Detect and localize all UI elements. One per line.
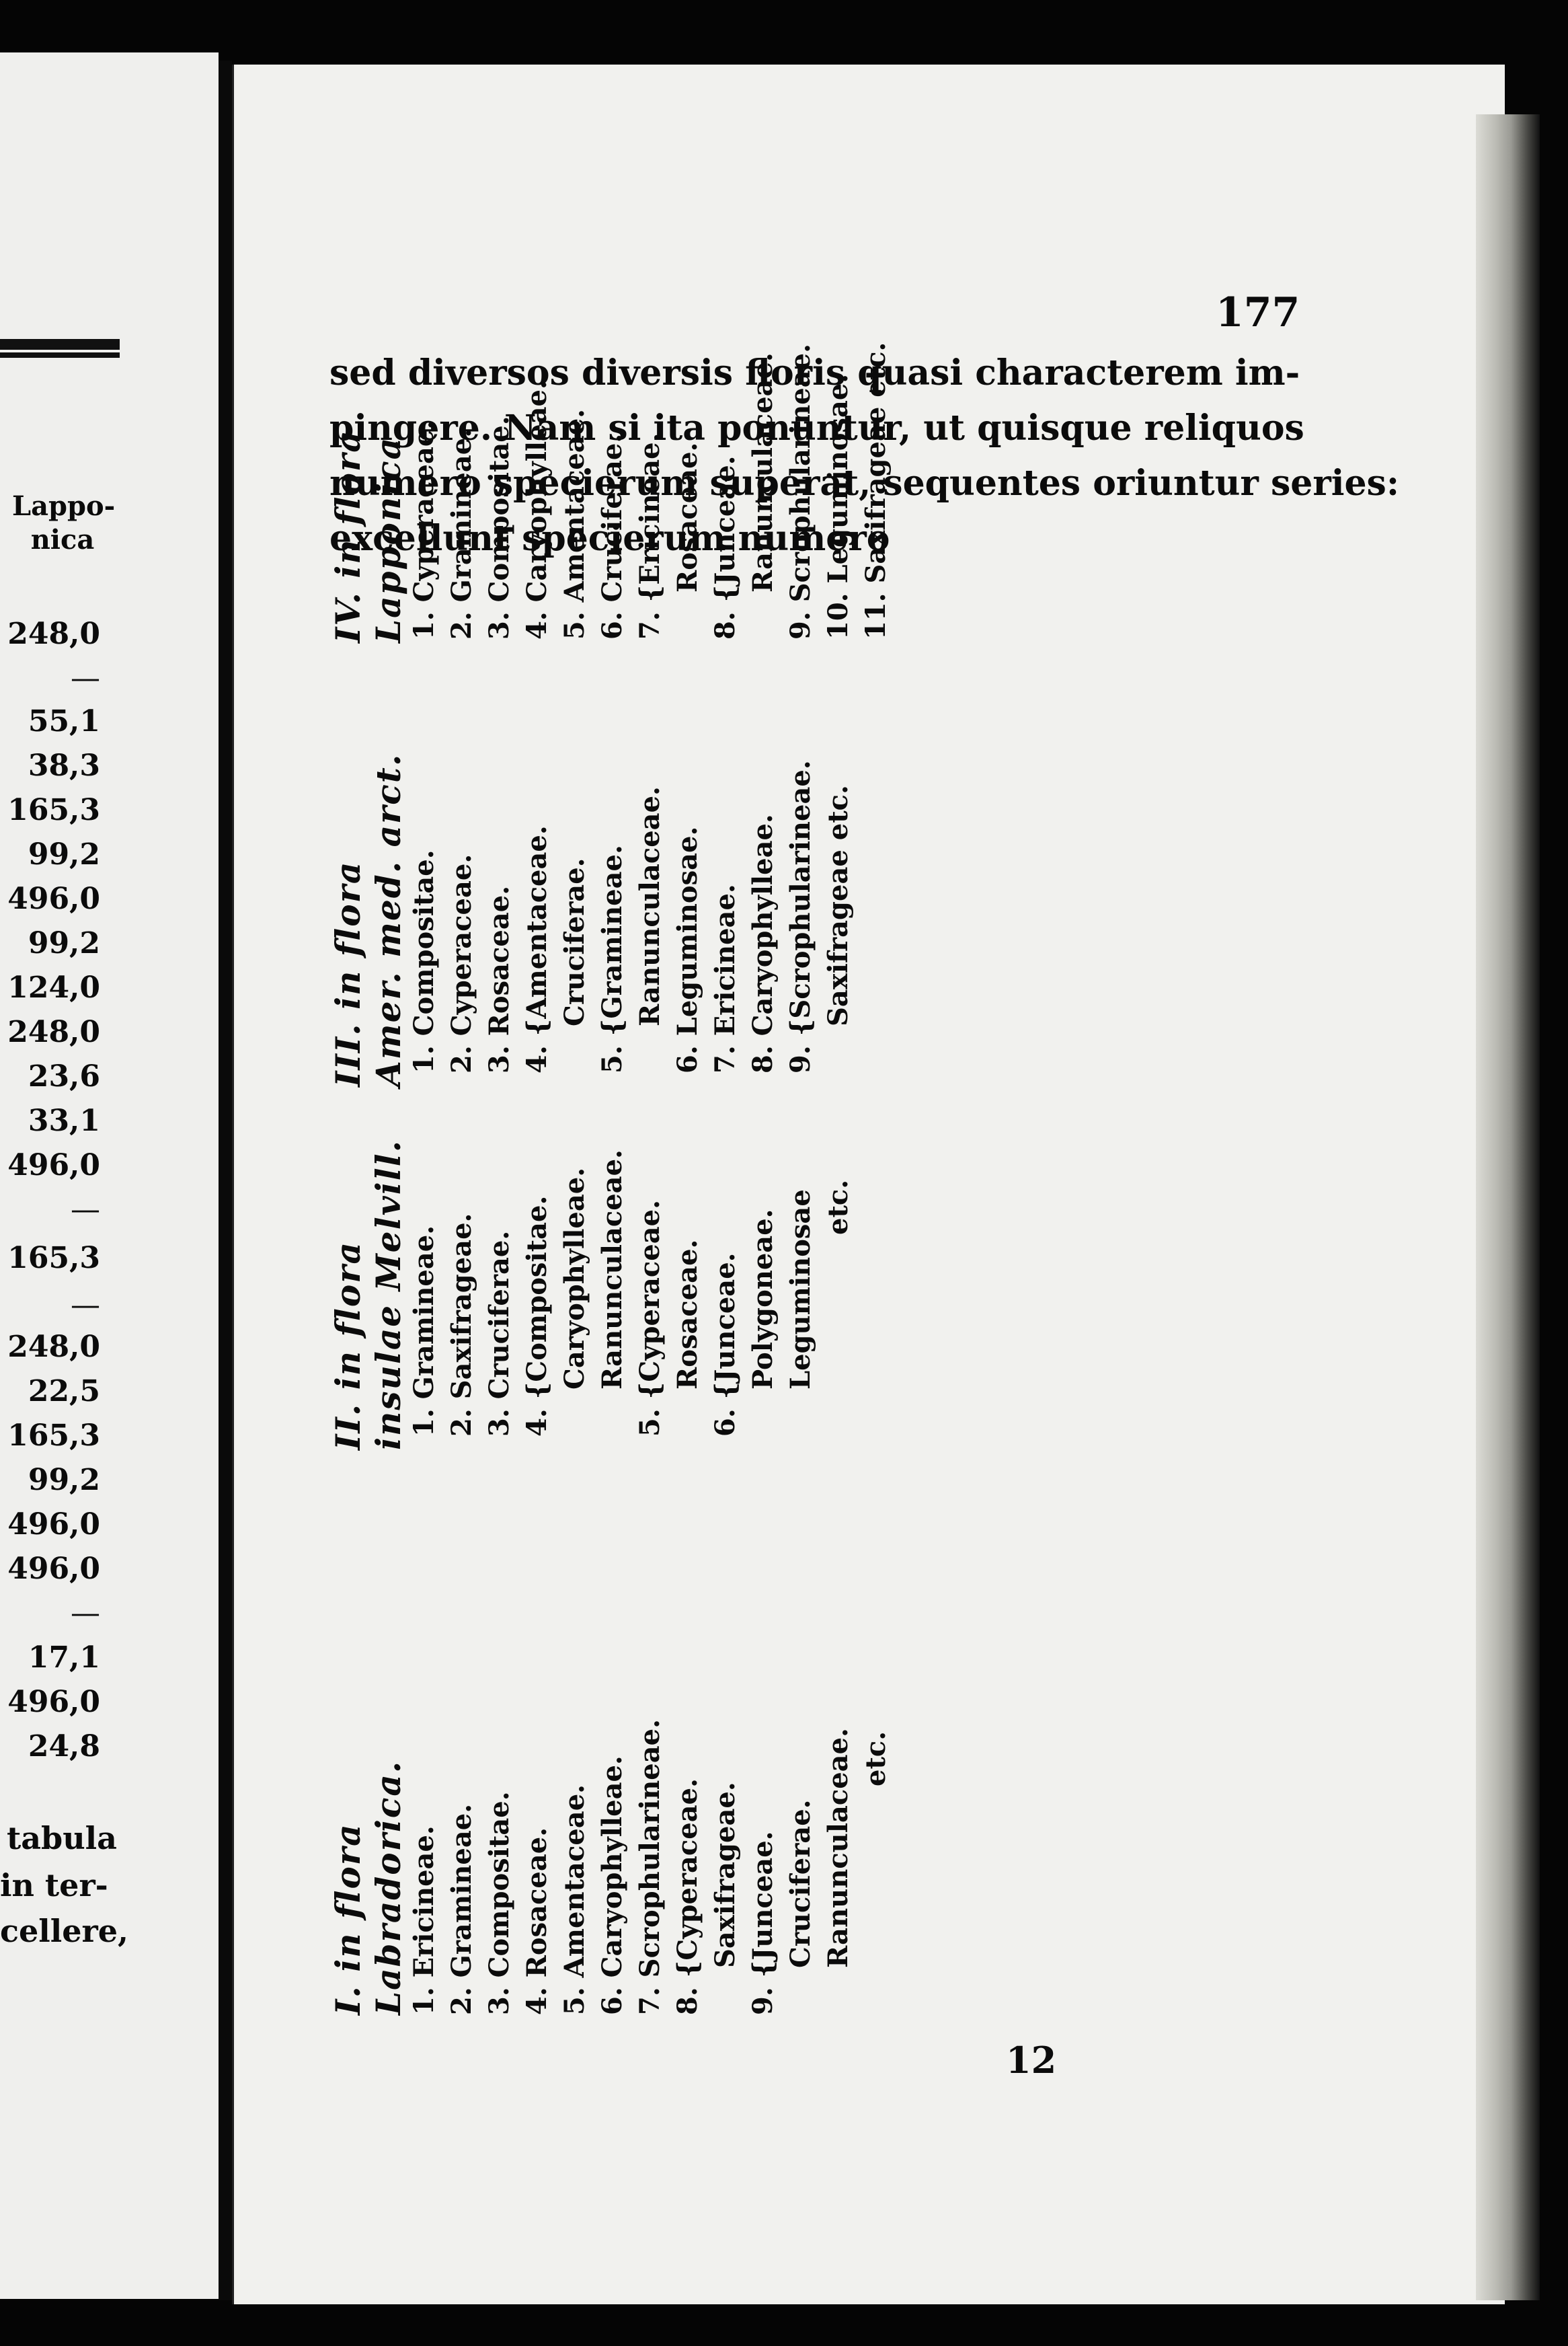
list-item: Caryophylleae. (559, 1167, 590, 1390)
list-item: 3. Compositae. (483, 1791, 515, 2015)
list-item: 4. {Compositae. (521, 1195, 553, 1437)
list-item: 4. Rosaceae. (521, 1827, 553, 2015)
list-item: 6. Caryophylleae. (596, 1755, 628, 2015)
column-subtitle: Lapponica. (368, 423, 408, 643)
list-item: 2. Saxifrageae. (446, 1213, 477, 1437)
text-fragment: tabula (7, 1820, 117, 1856)
list-item: Ranunculaceae. (596, 1149, 628, 1390)
list-item: 6. Leguminosae. (672, 826, 703, 1073)
header-rule (0, 352, 120, 358)
list-item: 6. Cruciferae. (596, 433, 628, 640)
table-value: 496,0 (7, 1552, 100, 1586)
list-item: 10. Leguminosae. (822, 373, 854, 640)
list-item: 7. Scrophularineae. (634, 1718, 666, 2015)
list-item: 3. Rosaceae. (483, 885, 515, 1073)
right-page (232, 65, 1505, 2304)
table-value: 99,2 (28, 926, 100, 960)
list-item: Cruciferae. (785, 1799, 816, 1968)
list-item: 1. Ericineae. (408, 1825, 440, 2015)
list-item: 9. {Junceae. (747, 1831, 779, 2015)
list-item: Cruciferae. (559, 858, 590, 1026)
list-item: 2. Cyperaceae. (446, 854, 477, 1073)
column-subtitle: Amer. med. arct. (368, 753, 408, 1087)
table-dash: — (71, 1193, 100, 1227)
table-value: 22,5 (28, 1374, 100, 1408)
list-item: 3. Compositae. (483, 416, 515, 640)
page-edge-stack (1476, 114, 1540, 2300)
list-item: 1. Compositae. (408, 849, 440, 1073)
body-text-line: sed diversos diversis floris quasi characterem im- (329, 352, 1300, 393)
flora-column-melvill (328, 1139, 409, 1450)
table-value: 496,0 (7, 882, 100, 916)
list-item: 7. Ericineae. (709, 884, 741, 1073)
column-title: I. in flora (328, 1823, 368, 2015)
column-title: III. in flora (328, 860, 368, 1087)
page-number: 177 (1216, 289, 1300, 336)
text-fragment: in ter- (0, 1867, 108, 1903)
table-value: 23,6 (28, 1059, 100, 1094)
list-item: 5. Amentaceae. (559, 1784, 590, 2015)
list-item: etc. (822, 1179, 854, 1235)
list-item: 4. {Amentaceae. (521, 825, 553, 1073)
book-gutter (219, 61, 232, 2300)
table-value: 24,8 (28, 1729, 100, 1764)
body-text-line: pingere. Nam si ita ponuntur, ut quisque reliquos (329, 408, 1304, 449)
header-rule (0, 339, 120, 350)
table-value: 17,1 (28, 1640, 100, 1675)
family-list (405, 1149, 857, 1437)
table-dash: — (71, 1596, 100, 1630)
table-value: 99,2 (28, 1463, 100, 1497)
table-value: 165,3 (7, 793, 100, 827)
list-item: 5. {Gramineae. (596, 845, 628, 1073)
list-item: Saxifrageae etc. (822, 785, 854, 1026)
table-value: 165,3 (7, 1418, 100, 1453)
table-value: 38,3 (28, 749, 100, 783)
list-item: 2. Gramineae. (446, 428, 477, 640)
table-value: 248,0 (7, 617, 100, 651)
list-item: 2. Gramineae. (446, 1803, 477, 2015)
column-subtitle: Labradorica. (368, 1760, 408, 2015)
text-fragment: cellere, (0, 1913, 129, 1949)
list-item: Saxifrageae. (709, 1782, 741, 1968)
list-item: 8. Caryophylleae. (747, 814, 779, 1073)
family-list (405, 760, 857, 1073)
list-item: Polygoneae. (747, 1209, 779, 1390)
list-item: 3. Cruciferae. (483, 1230, 515, 1437)
list-item: Ranunculaceae. (634, 786, 666, 1026)
table-value: 165,3 (7, 1241, 100, 1275)
table-dash: — (71, 661, 100, 695)
column-title: IV. in flora (328, 429, 368, 643)
list-item: 6. {Junceae. (709, 1252, 741, 1437)
table-value: 248,0 (7, 1330, 100, 1364)
list-item: 8. {Junceae. (709, 455, 741, 640)
list-item: 4. Caryophylleae. (521, 380, 553, 640)
table-value: 124,0 (7, 971, 100, 1005)
table-value: 496,0 (7, 1148, 100, 1182)
table-value: 496,0 (7, 1507, 100, 1542)
list-item: Ranunculaceae. (747, 352, 779, 593)
family-list (405, 342, 895, 640)
family-list (405, 1719, 895, 2015)
table-value: 33,1 (28, 1104, 100, 1138)
body-text-line: excellunt specierum numero (329, 518, 890, 559)
list-item: 8. {Cyperaceae. (672, 1778, 703, 2015)
list-item: Ranunculaceae. (822, 1728, 854, 1968)
list-item: 1. Cyperaceae. (408, 420, 440, 640)
signature-mark: 12 (1006, 2039, 1057, 2082)
list-item: Leguminosae (785, 1189, 816, 1390)
list-item: 11. Saxifrageae etc. (860, 342, 892, 640)
list-item: 9. Scrophularineae. (785, 343, 816, 640)
body-text-line: numero specierum superat, sequentes oriuntur series: (329, 463, 1400, 504)
list-item: 5. {Cyperaceae. (634, 1200, 666, 1437)
list-item: Rosaceae. (672, 442, 703, 593)
flora-column-labradorica (328, 1760, 409, 2015)
column-heading: Lappo- nica (12, 490, 116, 556)
table-value: 248,0 (7, 1015, 100, 1049)
list-item: Rosaceae. (672, 1239, 703, 1390)
list-item: 1. Gramineae. (408, 1225, 440, 1437)
column-subtitle: insulae Melvill. (368, 1139, 408, 1450)
table-value: 55,1 (28, 704, 100, 739)
list-item: 7. {Ericineae. (634, 432, 666, 640)
left-page (0, 52, 219, 2299)
table-value: 99,2 (28, 837, 100, 872)
column-title: II. in flora (328, 1241, 368, 1450)
list-item: etc. (860, 1731, 892, 1786)
flora-column-amer-med-arct (328, 753, 409, 1087)
list-item: 5. Amentaceae. (559, 408, 590, 640)
table-value: 496,0 (7, 1685, 100, 1719)
table-dash: — (71, 1288, 100, 1322)
flora-column-lapponica (328, 424, 409, 643)
list-item: 9. {Scrophularineae. (785, 760, 816, 1073)
